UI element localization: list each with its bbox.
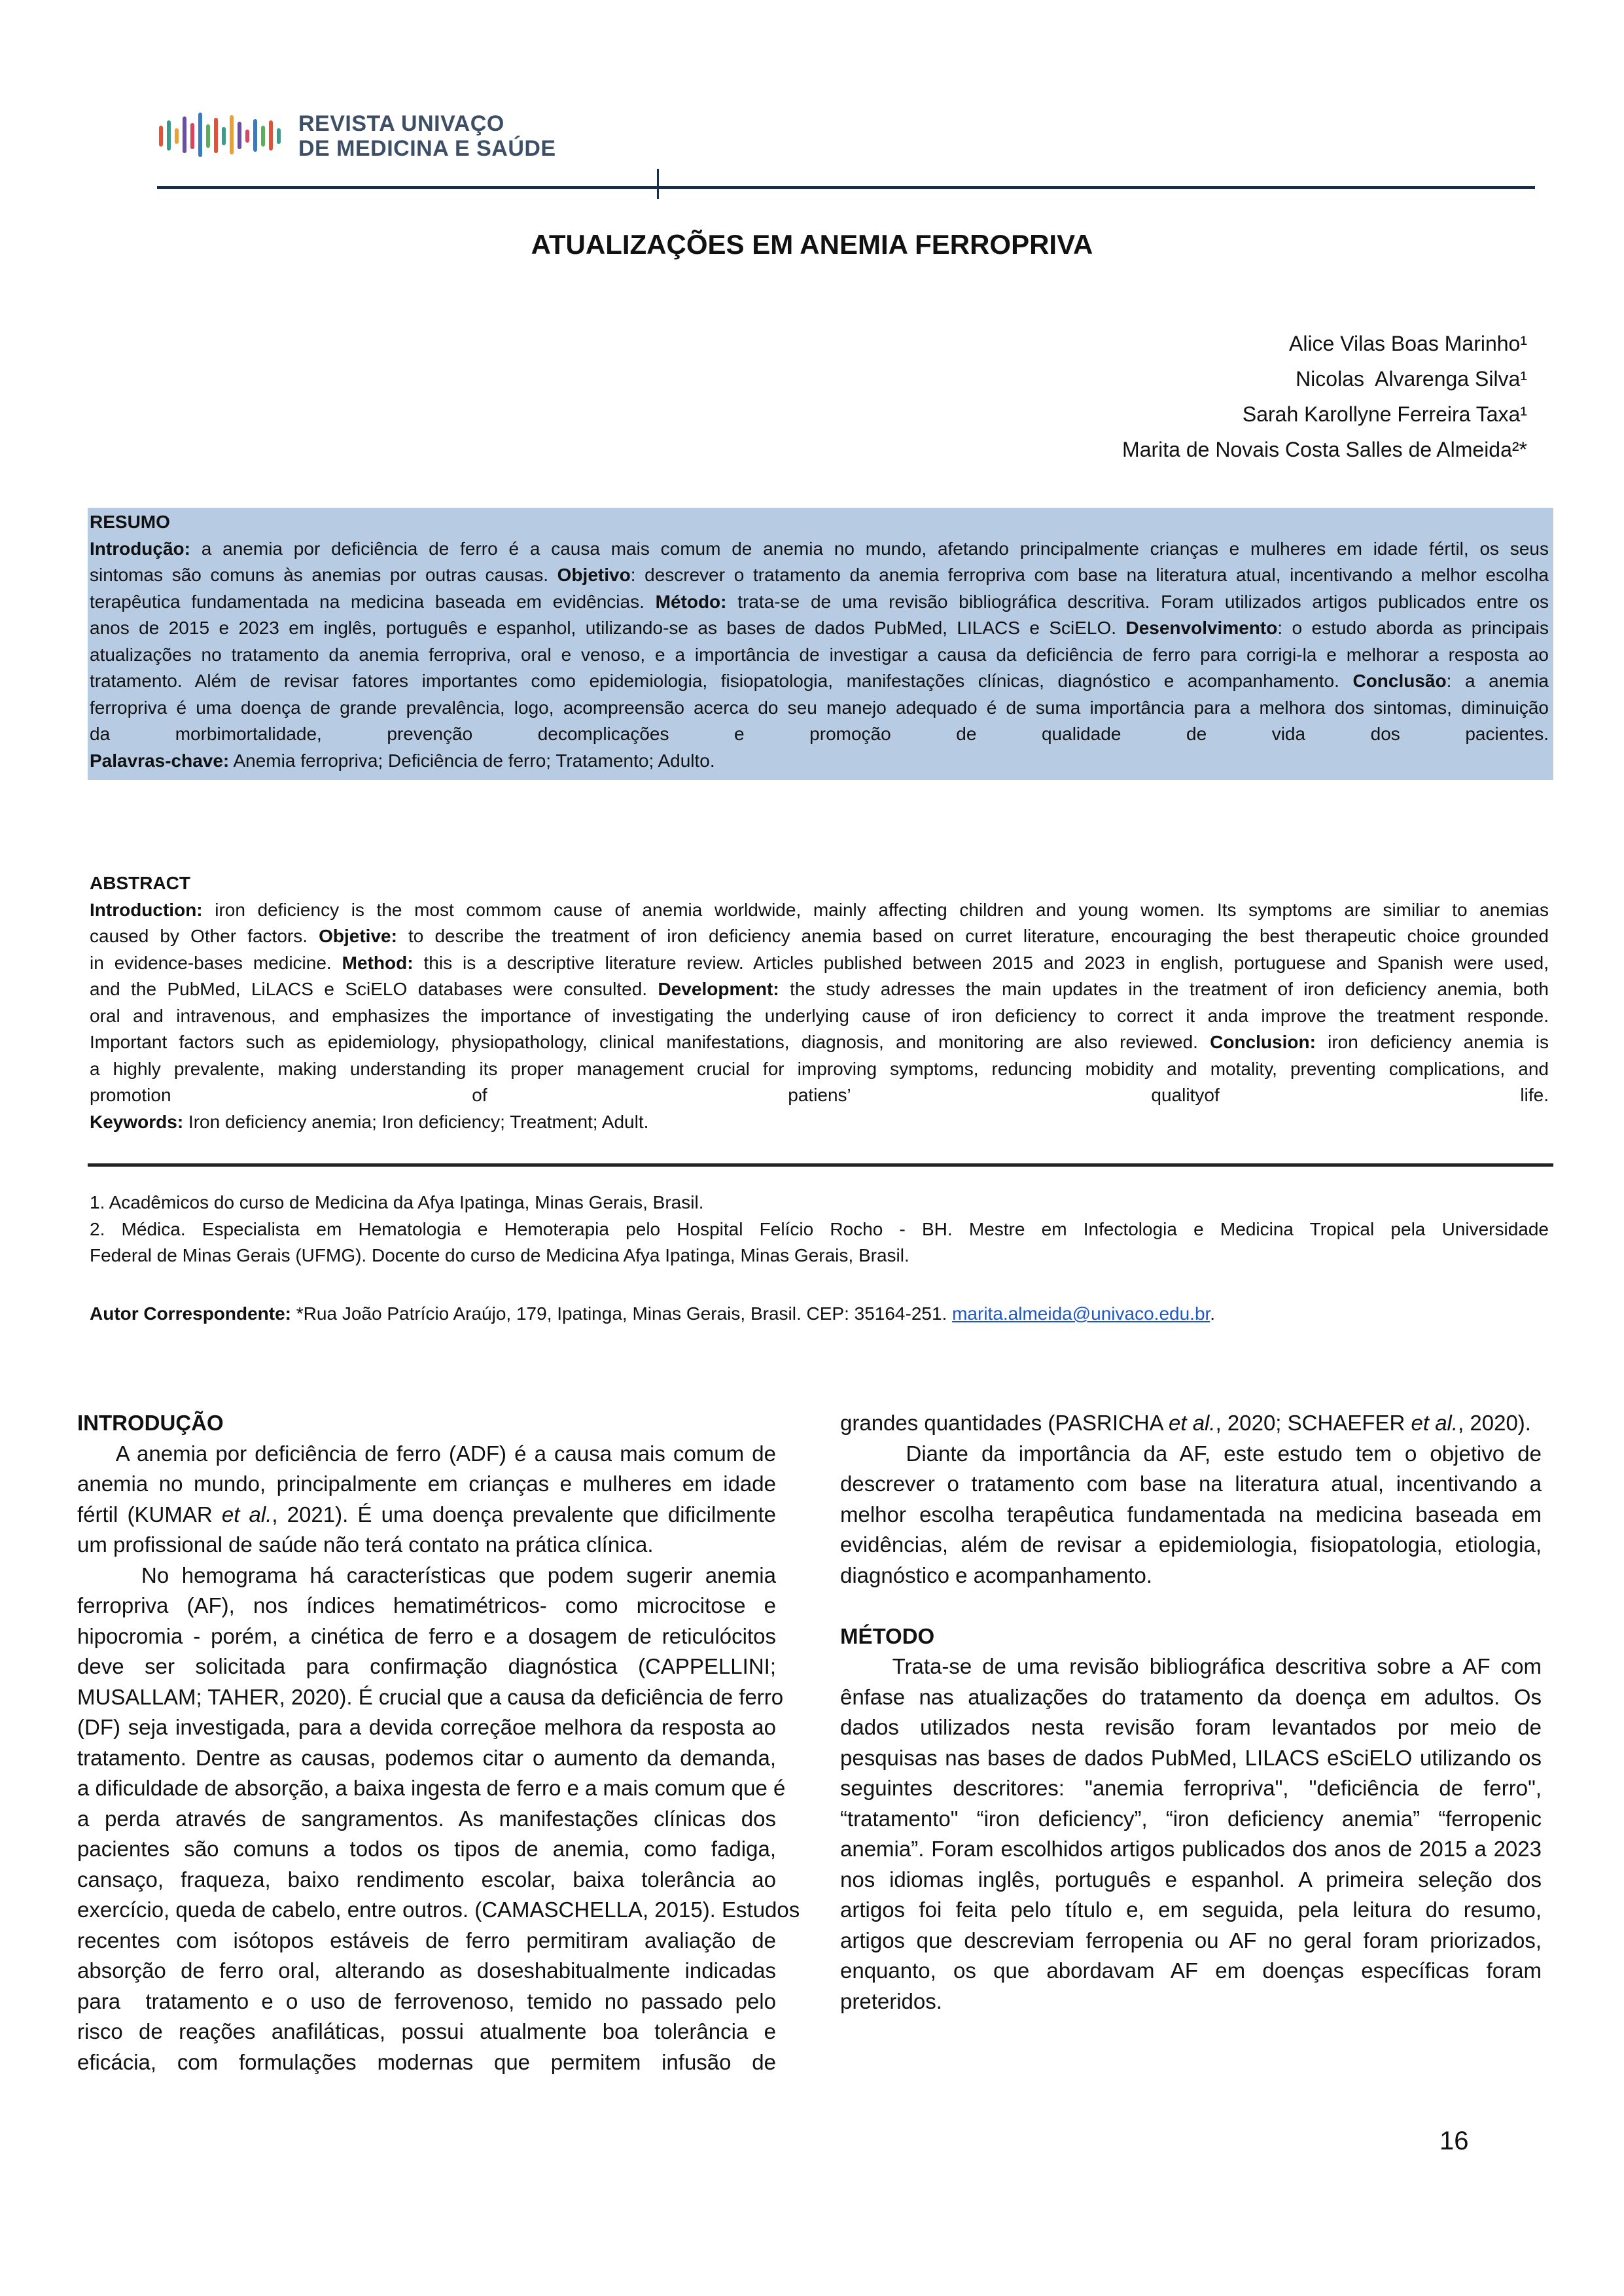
corresponding-author-email[interactable]: marita.almeida@univaco.edu.br (952, 1303, 1210, 1324)
text-run: Development: (658, 979, 779, 999)
text-run: a anemia por deficiência de ferro é a causa mais comum de anemia no mundo, afetando principalmente crianças e mulheres em idade fértil, os seus (190, 538, 1549, 559)
text-run: exercício, queda de cabelo, entre outros. (CAMASCHELLA, 2015). Estudos (77, 1898, 800, 1922)
text-line (90, 536, 1549, 563)
text-run: recentes com isótopos estáveis de ferro permitiram avaliação de (77, 1928, 776, 1952)
objetivo-paragraph (840, 1439, 1542, 1591)
text-run: cansaço, fraqueza, baixo rendimento escolar, baixa tolerância ao (77, 1867, 776, 1892)
text-line (77, 1591, 776, 1621)
text-line (840, 1651, 1542, 1682)
text-run: promotion of patiens’ qualityof life. (90, 1085, 1549, 1105)
text-run: and the PubMed, LiLACS e SciELO databases were consulted. (90, 979, 658, 999)
journal-name-line1: REVISTA UNIVAÇO (298, 111, 504, 136)
text-run: evidências, além de revisar a epidemiologia, fisiopatologia, etiologia, (840, 1532, 1542, 1557)
text-run: Conclusão (1352, 671, 1447, 691)
text-run: , 2020). (1458, 1411, 1531, 1435)
text-line (77, 1926, 776, 1956)
text-run: No hemograma há características que podem sugerir anemia (77, 1563, 776, 1587)
text-line (90, 950, 1549, 977)
journal-logo-text (298, 111, 556, 161)
text-line (77, 1987, 776, 2017)
text-line (77, 1530, 776, 1561)
text-line (77, 1773, 786, 1804)
section-divider (88, 1163, 1553, 1167)
text-line (840, 1712, 1542, 1743)
abstract-heading: ABSTRACT (90, 873, 190, 893)
affiliations (90, 1190, 1549, 1269)
text-run: iron deficiency anemia is (1315, 1032, 1549, 1052)
text-run: ênfase nas atualizações do tratamento da doença em adultos. Os (840, 1684, 1542, 1709)
text-run: in evidence-bases medicine. (90, 952, 342, 973)
text-line (90, 562, 1549, 589)
text-run: enquanto, os que abordavam AF em doenças específicas foram (840, 1958, 1542, 1983)
text-run: nos idiomas inglês, português e espanhol. A primeira seleção dos (840, 1867, 1542, 1892)
abstract-keywords (90, 1109, 1549, 1136)
text-line (77, 1621, 776, 1652)
text-line (90, 976, 1549, 1003)
text-run: Objetive: (319, 926, 397, 946)
text-run: Conclusion: (1210, 1032, 1316, 1052)
corresponding-author-label: Autor Correspondente: (90, 1303, 291, 1324)
abstract-keywords-label: Keywords: (90, 1111, 184, 1132)
affiliation-1: 1. Acadêmicos do curso de Medicina da Afya Ipatinga, Minas Gerais, Brasil. (90, 1192, 704, 1212)
text-line (840, 1682, 1542, 1713)
text-run: atualizações no tratamento da anemia ferropriva, oral e venoso, e a importância de investigar a causa da deficiência de ferro para corrigi-la e melhorar a resposta ao (90, 644, 1549, 665)
text-line (77, 2017, 776, 2047)
text-line (77, 1895, 800, 1926)
affiliation-2-line2: Federal de Minas Gerais (UFMG). Docente do curso de Medicina Afya Ipatinga, Minas Gerais, Brasil. (90, 1245, 909, 1265)
text-line (90, 923, 1549, 950)
column-right (840, 1408, 1542, 2017)
text-run: caused by Other factors. (90, 926, 319, 946)
abstract-content (90, 870, 1549, 1135)
text-run: : descrever o tratamento da anemia ferropriva com base na literatura atual, incentivando a melhor escolha (630, 565, 1549, 585)
text-run: a highly prevalente, making understanding its proper management crucial for improving symptoms, reduncing mobidity and motality, preventing complications, and (90, 1058, 1549, 1079)
text-run: , 2021). É uma doença prevalente que dificilmente (272, 1502, 776, 1527)
resumo-keywords (90, 748, 1549, 775)
introducao-continuation (840, 1408, 1542, 1439)
text-line (840, 1865, 1542, 1896)
header-divider-tick (657, 169, 659, 199)
text-line (90, 1082, 1549, 1109)
text-line (840, 1895, 1542, 1926)
text-run: grandes quantidades (PASRICHA (840, 1411, 1169, 1435)
text-line (90, 1029, 1549, 1056)
text-line (90, 668, 1549, 695)
text-run: (DF) seja investigada, para a devida correçãoe melhora da resposta ao (77, 1715, 776, 1739)
page-number: 16 (1439, 2127, 1469, 2155)
text-run: pesquisas nas bases de dados PubMed, LILACS eSciELO utilizando os (840, 1745, 1542, 1770)
text-run: Trata-se de uma revisão bibliográfica descritiva sobre a AF com (840, 1654, 1542, 1678)
text-run: the study adresses the main updates in the treatment of iron deficiency anemia, both (779, 979, 1549, 999)
text-line (840, 1530, 1542, 1561)
author-2: Nicolas Alvarenga Silva¹ (1296, 367, 1527, 391)
author-list (1122, 326, 1527, 467)
resumo-heading: RESUMO (90, 512, 170, 532)
text-line (840, 1834, 1542, 1865)
text-line (77, 1956, 776, 1987)
text-run: anemia”. Foram escolhidos artigos publicados dos anos de 2015 a 2023 (840, 1837, 1542, 1861)
metodo-body (840, 1651, 1542, 2017)
text-line (77, 1439, 776, 1470)
text-run: tratamento. Além de revisar fatores importantes como epidemiologia, fisiopatologia, manifestações clínicas, diagnóstico e acompanhamento. (90, 671, 1353, 691)
text-line (840, 1804, 1542, 1835)
text-run: risco de reações anafiláticas, possui atualmente boa tolerância e (77, 2019, 776, 2043)
text-line (840, 1469, 1542, 1500)
text-line (77, 1804, 776, 1835)
text-run: “tratamento" “iron deficiency”, “iron deficiency anemia” “ferropenic (840, 1806, 1542, 1831)
text-run: this is a descriptive literature review. Articles published between 2015 and 2023 in english, portuguese and Spanish were used, (413, 952, 1549, 973)
text-line (90, 897, 1549, 924)
text-run: Important factors such as epidemiology, physiopathology, clinical manifestations, diagnosis, and monitoring are also reviewed. (90, 1032, 1210, 1052)
text-line (77, 1561, 776, 1591)
text-run: to describe the treatment of iron deficiency anemia based on curret literature, encouraging the best therapeutic choice grounded (397, 926, 1549, 946)
text-run: deve ser solicitada para confirmação diagnóstica (CAPPELLINI; (77, 1654, 776, 1678)
text-run: Desenvolvimento (1125, 618, 1278, 638)
text-line (840, 1773, 1542, 1804)
text-line (840, 1561, 1542, 1591)
text-line (77, 1651, 776, 1682)
text-run: descrever o tratamento com base na literatura atual, incentivando a (840, 1472, 1542, 1496)
resumo-keywords-text: Anemia ferropriva; Deficiência de ferro; Tratamento; Adulto. (229, 750, 715, 771)
paragraph-gap (840, 1591, 1542, 1621)
text-run: et al. (221, 1502, 272, 1527)
text-run: anemia no mundo, principalmente em crianças e mulheres em idade (77, 1472, 776, 1496)
article-title: ATUALIZAÇÕES EM ANEMIA FERROPRIVA (531, 229, 1093, 260)
text-run: a dificuldade de absorção, a baixa ingesta de ferro e a mais comum que é (77, 1776, 786, 1800)
text-run: ferropriva é uma doença de grande prevalência, logo, acompreensão acerca do seu manejo adequado é de suma importância para a melhora dos sintomas, diminuição (90, 697, 1549, 718)
journal-name-line2: DE MEDICINA E SAÚDE (298, 136, 556, 161)
text-run: ferropriva (AF), nos índices hematimétricos- como microcitose e (77, 1593, 776, 1617)
resumo-keywords-label: Palavras-chave: (90, 750, 230, 771)
text-run: pacientes são comuns a todos os tipos de anemia, como fadiga, (77, 1837, 776, 1861)
text-run: eficácia, com formulações modernas que permitem infusão de (77, 2049, 776, 2074)
text-line (840, 1439, 1542, 1470)
text-run: et al. (1411, 1411, 1458, 1435)
text-run: Introdução: (90, 538, 190, 559)
text-run: artigos que descreviam ferropenia ou AF no geral foram priorizados, (840, 1928, 1542, 1952)
text-line (77, 1500, 776, 1530)
text-run: A anemia por deficiência de ferro (ADF) é a causa mais comum de (77, 1441, 776, 1466)
text-line (90, 642, 1549, 669)
text-run: : a anemia (1446, 671, 1549, 691)
text-line (77, 2047, 776, 2078)
text-run: trata-se de uma revisão bibliográfica descritiva. Foram utilizados artigos publicados entre os (726, 591, 1549, 612)
text-line (77, 1682, 784, 1713)
text-run: Método: (655, 591, 727, 612)
text-line (77, 1743, 776, 1774)
column-left (77, 1408, 800, 2077)
text-line (840, 1956, 1542, 1987)
corresponding-author (90, 1301, 1549, 1327)
text-line (77, 1834, 776, 1865)
text-run: hipocromia - porém, a cinética de ferro e a dosagem de reticulócitos (77, 1623, 776, 1648)
text-run: anos de 2015 e 2023 em inglês, português e espanhol, utilizando-se as bases de dados PubMed, LILACS e SciELO. (90, 618, 1126, 638)
text-run: da morbimortalidade, prevenção decomplicações e promoção de qualidade de vida dos pacientes. (90, 724, 1549, 744)
text-run: oral and intravenous, and emphasizes the importance of investigating the underlying cause of iron deficiency to correct it anda improve the treatment responde. (90, 1005, 1549, 1026)
text-run: terapêutica fundamentada na medicina baseada em evidências. (90, 591, 656, 612)
text-line (90, 589, 1549, 616)
text-run: Method: (342, 952, 414, 973)
text-run: tratamento. Dentre as causas, podemos citar o aumento da demanda, (77, 1745, 776, 1770)
text-run: Diante da importância da AF, este estudo tem o objetivo de (840, 1441, 1542, 1466)
text-run: absorção de ferro oral, alterando as doseshabitualmente indicadas (77, 1958, 776, 1983)
text-run: MUSALLAM; TAHER, 2020). É crucial que a causa da deficiência de ferro (77, 1684, 784, 1709)
text-run: preteridos. (840, 1988, 942, 2013)
text-run: Introduction: (90, 899, 203, 920)
author-3: Sarah Karollyne Ferreira Taxa¹ (1242, 402, 1527, 426)
introducao-body (77, 1439, 800, 2078)
text-run: para tratamento e o uso de ferrovenoso, temido no passado pelo (77, 1988, 776, 2013)
text-line (77, 1865, 776, 1896)
text-run: melhor escolha terapêutica fundamentada na medicina baseada em (840, 1502, 1542, 1527)
text-line (90, 1003, 1549, 1030)
text-run: dados utilizados nesta revisão foram levantados por meio de (840, 1715, 1542, 1739)
text-run: a perda através de sangramentos. As manifestações clínicas dos (77, 1806, 776, 1831)
text-run: , 2020; SCHAEFER (1215, 1411, 1411, 1435)
introducao-heading: INTRODUÇÃO (77, 1411, 224, 1435)
text-run: Objetivo (557, 565, 631, 585)
text-run: um profissional de saúde não terá contato na prática clínica. (77, 1532, 654, 1557)
text-run: sintomas são comuns às anemias por outras causas. (90, 565, 557, 585)
text-line (90, 721, 1549, 748)
resumo-body (90, 536, 1549, 748)
text-line (840, 1987, 1542, 2017)
text-line (90, 695, 1549, 722)
metodo-heading: MÉTODO (840, 1623, 935, 1648)
author-4: Marita de Novais Costa Salles de Almeida²* (1122, 438, 1527, 461)
corresponding-author-address: *Rua João Patrício Araújo, 179, Ipatinga, Minas Gerais, Brasil. CEP: 35164-251. (291, 1303, 953, 1324)
text-line (77, 1712, 776, 1743)
corresponding-author-end: . (1210, 1303, 1216, 1324)
resumo-content (90, 509, 1549, 774)
text-line (840, 1743, 1542, 1774)
text-line (90, 1056, 1549, 1083)
text-run: : o estudo aborda as principais (1277, 618, 1549, 638)
abstract-keywords-text: Iron deficiency anemia; Iron deficiency; Treatment; Adult. (183, 1111, 649, 1132)
header-divider (157, 186, 1535, 189)
author-1: Alice Vilas Boas Marinho¹ (1288, 332, 1527, 355)
journal-logo-icon (157, 108, 291, 159)
text-line (840, 1500, 1542, 1530)
text-run: seguintes descritores: "anemia ferropriva", "deficiência de ferro", (840, 1776, 1542, 1800)
text-line (840, 1926, 1542, 1956)
text-line (77, 1469, 776, 1500)
text-run: fértil (KUMAR (77, 1502, 222, 1527)
text-run: artigos foi feita pelo título e, em seguida, pela leitura do resumo, (840, 1898, 1542, 1922)
text-run: iron deficiency is the most commom cause of anemia worldwide, mainly affecting children and young women. Its symptoms are similiar to anemias (202, 899, 1549, 920)
text-line (90, 615, 1549, 642)
text-run: diagnóstico e acompanhamento. (840, 1563, 1152, 1587)
text-run: et al. (1169, 1411, 1216, 1435)
affiliation-2-line1: 2. Médica. Especialista em Hematologia e Hemoterapia pelo Hospital Felício Rocho - BH. Mestre em Infectologia e Medicina Tropical pela Universidade (90, 1218, 1549, 1239)
abstract-body (90, 897, 1549, 1109)
